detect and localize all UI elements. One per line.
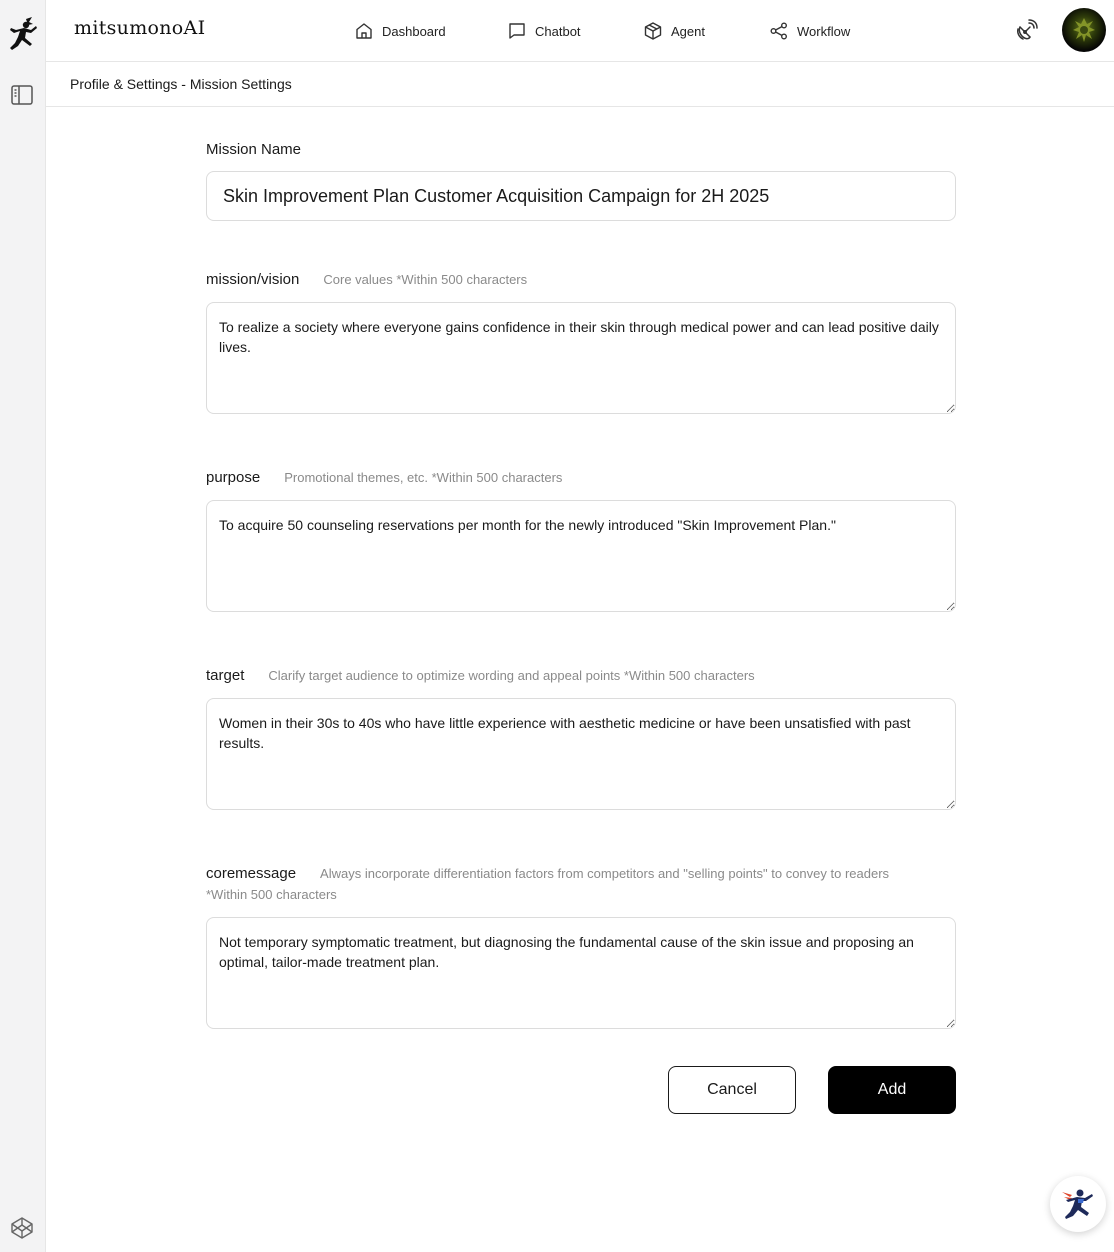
floating-assistant-button[interactable] — [1050, 1176, 1106, 1232]
mission-vision-label: mission/vision — [206, 271, 300, 288]
cube-icon — [643, 21, 663, 41]
mission-vision-hint: Core values *Within 500 characters — [323, 272, 528, 287]
nav-workflow[interactable] — [769, 18, 850, 44]
purpose-hint: Promotional themes, etc. *Within 500 characters — [284, 470, 563, 485]
nav-agent-label: Agent — [671, 23, 705, 39]
nav-dashboard-label: Dashboard — [382, 23, 446, 39]
coremessage-hint-limit: *Within 500 characters — [206, 887, 337, 902]
cancel-button[interactable]: Cancel — [668, 1066, 796, 1114]
user-avatar[interactable] — [1062, 8, 1106, 52]
target-textarea[interactable] — [206, 698, 956, 810]
mission-name-input[interactable] — [206, 171, 956, 221]
nav-workflow-label: Workflow — [797, 23, 851, 39]
home-icon — [354, 21, 374, 41]
nav-agent[interactable] — [643, 18, 705, 44]
purpose-label: purpose — [206, 469, 261, 486]
coremessage-hint: Always incorporate differentiation factors from competitors and "selling points" to convey to readers — [320, 866, 890, 881]
coremessage-textarea[interactable] — [206, 917, 956, 1029]
top-header — [46, 0, 1114, 62]
coremessage-label: coremessage — [206, 865, 297, 882]
mission-vision-textarea[interactable] — [206, 302, 956, 414]
ninja-logo-icon[interactable] — [6, 16, 38, 54]
mission-name-label-row — [206, 141, 301, 158]
coremessage-label-row — [206, 865, 889, 882]
mission-name-label: Mission Name — [206, 141, 302, 158]
ninja-assistant-icon — [1058, 1184, 1098, 1224]
breadcrumb-bar — [46, 62, 1114, 107]
add-button[interactable]: Add — [828, 1066, 956, 1114]
satellite-signal-icon[interactable] — [1013, 18, 1039, 44]
sidebar-toggle-icon[interactable] — [10, 84, 34, 106]
brand-name[interactable]: mitsumonoAI — [74, 17, 206, 39]
nav-dashboard[interactable] — [354, 18, 446, 44]
codepen-cube-icon[interactable] — [10, 1216, 34, 1240]
chat-bubble-icon — [507, 21, 527, 41]
nav-chatbot[interactable] — [507, 18, 581, 44]
purpose-label-row — [206, 469, 562, 486]
target-label-row — [206, 667, 755, 684]
breadcrumb: Profile & Settings - Mission Settings — [70, 76, 292, 92]
nav-chatbot-label: Chatbot — [535, 23, 581, 39]
target-hint: Clarify target audience to optimize wording and appeal points *Within 500 characters — [268, 668, 755, 683]
purpose-textarea[interactable] — [206, 500, 956, 612]
left-sidebar — [0, 0, 46, 1252]
target-label: target — [206, 667, 245, 684]
share-nodes-icon — [769, 21, 789, 41]
mission-vision-label-row — [206, 271, 527, 288]
